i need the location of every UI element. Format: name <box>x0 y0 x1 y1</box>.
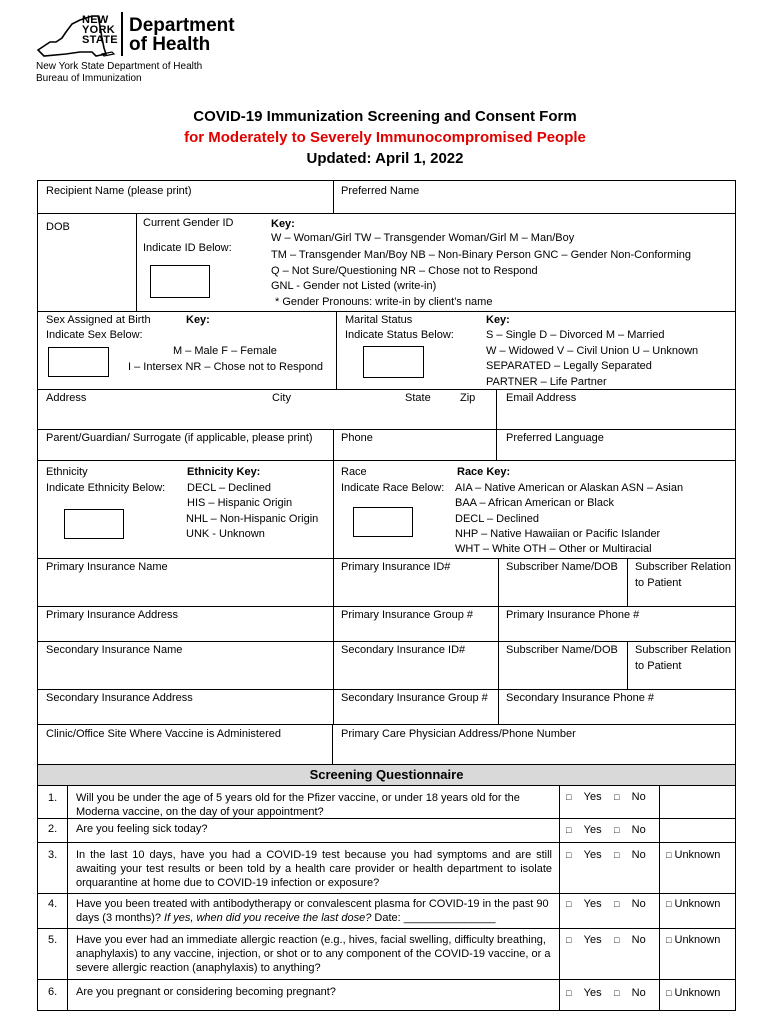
logo-state-line: STATE <box>82 34 118 46</box>
address-label: Address <box>46 392 87 404</box>
checkbox-icon[interactable]: □ <box>666 988 672 998</box>
indicate-id-label: Indicate ID Below: <box>143 242 232 254</box>
secondary-insurance-name-label: Secondary Insurance Name <box>46 644 183 656</box>
guardian-label: Parent/Guardian/ Surrogate (if applicable, please print) <box>46 432 313 444</box>
q5-unknown-option[interactable] <box>666 933 720 947</box>
checkbox-icon[interactable]: □ <box>666 899 672 909</box>
gender-key-line: Q – Not Sure/Questioning NR – Chose not to Respond <box>271 265 538 277</box>
q6-unknown-option[interactable] <box>666 986 720 1000</box>
q3-no-option[interactable] <box>614 848 646 862</box>
checkbox-icon[interactable]: □ <box>614 935 620 945</box>
preferred-language-label: Preferred Language <box>506 432 604 444</box>
gender-key-line: TM – Transgender Man/Boy NB – Non-Binary Person GNC – Gender Non-Conforming <box>271 249 692 261</box>
race-key-line: WHT – White OTH – Other or Multiracial <box>455 543 652 555</box>
ethnicity-label: Ethnicity <box>46 466 88 478</box>
race-key-line: NHP – Native Hawaiian or Pacific Islander <box>455 528 661 540</box>
marital-key-title: Key: <box>486 314 510 326</box>
pcp-label: Primary Care Physician Address/Phone Number <box>341 728 576 740</box>
subscriber-relation-label-1b: to Patient <box>635 577 682 589</box>
no-label: No <box>631 849 646 861</box>
race-key-line: AIA – Native American or Alaskan ASN – Asian <box>455 482 684 494</box>
primary-insurance-phone-label: Primary Insurance Phone # <box>506 609 640 621</box>
q1-no-option[interactable] <box>614 790 646 804</box>
indicate-race-label: Indicate Race Below: <box>341 482 445 494</box>
indicate-status-label: Indicate Status Below: <box>345 329 454 341</box>
race-input[interactable] <box>353 507 413 537</box>
unknown-label: Unknown <box>674 898 721 910</box>
gender-key-title: Key: <box>271 218 295 230</box>
question-text-main: Have you been treated with antibodytherapy or convalescent plasma for COVID-19 in the past 90 days (3 months)? <box>76 898 549 924</box>
checkbox-icon[interactable]: □ <box>614 850 620 860</box>
clinic-site-label: Clinic/Office Site Where Vaccine is Administered <box>46 728 281 740</box>
org-line-1: New York State Department of Health <box>36 61 203 72</box>
unknown-label: Unknown <box>674 987 721 999</box>
yes-label: Yes <box>583 898 602 910</box>
logo-dept-line: of Health <box>129 34 211 55</box>
phone-label: Phone <box>341 432 373 444</box>
q6-no-option[interactable] <box>614 986 646 1000</box>
indicate-sex-label: Indicate Sex Below: <box>46 329 143 341</box>
q1-yes-option[interactable] <box>566 790 602 804</box>
question-text: Are you pregnant or considering becoming pregnant? <box>76 986 336 998</box>
question-text-italic: If yes, when did you receive the last dose? <box>164 912 372 924</box>
subscriber-relation-label-2: Subscriber Relation <box>635 644 731 656</box>
primary-insurance-name-label: Primary Insurance Name <box>46 561 168 573</box>
recipient-name-field[interactable] <box>38 198 332 212</box>
preferred-name-field[interactable] <box>334 198 734 212</box>
ethnicity-key-line: UNK - Unknown <box>186 528 265 540</box>
q5-no-option[interactable] <box>614 933 646 947</box>
sex-key-line: M – Male F – Female <box>173 345 277 357</box>
no-label: No <box>631 898 646 910</box>
question-text: Have you ever had an immediate allergic reaction (e.g., hives, facial swelling, difficulty breathing, anaphylaxis) to any vaccine, injection, or shot or to any component of the COVID-19 vaccine, or a severe allergic reaction (anaphylaxis) to anything? <box>76 934 551 974</box>
gender-key-line: W – Woman/Girl TW – Transgender Woman/Girl M – Man/Boy <box>271 232 575 244</box>
q5-yes-option[interactable] <box>566 933 602 947</box>
q3-unknown-option[interactable] <box>666 848 720 862</box>
marital-key-line: SEPARATED – Legally Separated <box>486 360 652 372</box>
checkbox-icon[interactable]: □ <box>566 825 572 835</box>
checkbox-icon[interactable]: □ <box>666 850 672 860</box>
no-label: No <box>631 791 646 803</box>
race-label: Race <box>341 466 367 478</box>
ethnicity-key-line: NHL – Non-Hispanic Origin <box>186 513 319 525</box>
marital-key-line: S – Single D – Divorced M – Married <box>486 329 665 341</box>
race-key-line: DECL – Declined <box>455 513 539 525</box>
form-title: COVID-19 Immunization Screening and Consent Form <box>193 108 577 125</box>
logo-dept-line: Department <box>129 15 235 36</box>
q4-yes-option[interactable] <box>566 897 602 911</box>
question-number: 5. <box>48 934 58 946</box>
org-line-2: Bureau of Immunization <box>36 73 142 84</box>
dob-label: DOB <box>46 221 70 233</box>
checkbox-icon[interactable]: □ <box>614 899 620 909</box>
subscriber-dob-label-2: Subscriber Name/DOB <box>506 644 618 656</box>
q2-yes-option[interactable] <box>566 823 602 837</box>
gender-id-label: Current Gender ID <box>143 217 234 229</box>
sex-key-title: Key: <box>186 314 210 326</box>
form-updated-date: Updated: April 1, 2022 <box>306 150 464 167</box>
ethnicity-key-line: DECL – Declined <box>187 482 271 494</box>
logo-state-text <box>82 15 118 45</box>
gender-key-line: GNL - Gender not Listed (write-in) <box>271 280 437 292</box>
no-label: No <box>631 987 646 999</box>
gender-key-line: * Gender Pronouns: write-in by client’s name <box>275 296 493 308</box>
checkbox-icon[interactable]: □ <box>566 792 572 802</box>
checkbox-icon[interactable]: □ <box>566 935 572 945</box>
logo-divider <box>121 12 123 56</box>
race-key-line: BAA – African American or Black <box>455 497 614 509</box>
yes-label: Yes <box>583 824 602 836</box>
question-text-date: Date: _______________ <box>371 912 496 924</box>
marital-key-line: PARTNER – Life Partner <box>486 376 607 388</box>
secondary-insurance-address-label: Secondary Insurance Address <box>46 692 193 704</box>
checkbox-icon[interactable]: □ <box>566 988 572 998</box>
question-text: Will you be under the age of 5 years old for the Pfizer vaccine, or under 18 years old for the Moderna vaccine, on the day of your appointment? <box>76 792 520 818</box>
primary-insurance-group-label: Primary Insurance Group # <box>341 609 474 621</box>
q3-yes-option[interactable] <box>566 848 602 862</box>
email-label: Email Address <box>506 392 577 404</box>
q6-yes-option[interactable] <box>566 986 602 1000</box>
checkbox-icon[interactable]: □ <box>566 850 572 860</box>
checkbox-icon[interactable]: □ <box>614 988 620 998</box>
primary-insurance-address-label: Primary Insurance Address <box>46 609 179 621</box>
primary-insurance-id-label: Primary Insurance ID# <box>341 561 451 573</box>
logo-state-line: NEW <box>82 14 109 26</box>
recipient-name-label: Recipient Name (please print) <box>46 185 192 197</box>
ethnicity-input[interactable] <box>64 509 124 539</box>
nys-logo <box>36 12 235 60</box>
q2-no-option[interactable] <box>614 823 646 837</box>
checkbox-icon[interactable]: □ <box>614 792 620 802</box>
checkbox-icon[interactable]: □ <box>566 899 572 909</box>
unknown-label: Unknown <box>674 934 721 946</box>
checkbox-icon[interactable]: □ <box>666 935 672 945</box>
secondary-insurance-id-label: Secondary Insurance ID# <box>341 644 466 656</box>
question-number: 2. <box>48 823 58 835</box>
question-number: 3. <box>48 849 58 861</box>
checkbox-icon[interactable]: □ <box>614 825 620 835</box>
question-text: Are you feeling sick today? <box>76 823 208 835</box>
yes-label: Yes <box>583 987 602 999</box>
dob-field[interactable] <box>38 236 134 310</box>
gender-id-input[interactable] <box>150 265 210 298</box>
no-label: No <box>631 824 646 836</box>
yes-label: Yes <box>583 934 602 946</box>
subscriber-dob-label-1: Subscriber Name/DOB <box>506 561 618 573</box>
subscriber-relation-label-1: Subscriber Relation <box>635 561 731 573</box>
unknown-label: Unknown <box>674 849 721 861</box>
subscriber-relation-label-2b: to Patient <box>635 660 682 672</box>
zip-label: Zip <box>460 392 476 404</box>
sex-input[interactable] <box>48 347 109 377</box>
q4-no-option[interactable] <box>614 897 646 911</box>
sex-key-line: I – Intersex NR – Chose not to Respond <box>128 361 324 373</box>
secondary-insurance-group-label: Secondary Insurance Group # <box>341 692 488 704</box>
ethnicity-key-line: HIS – Hispanic Origin <box>187 497 293 509</box>
sex-assigned-label: Sex Assigned at Birth <box>46 314 151 326</box>
q4-unknown-option[interactable] <box>666 897 720 911</box>
question-text: In the last 10 days, have you had a COVID-19 test because you had symptoms and are still awaiting your test results or been told by a health care provider or health department to isolate orquarantine at home due to COVID-19 infection or exposure? <box>76 849 552 889</box>
logo-dept-text <box>129 16 235 54</box>
yes-label: Yes <box>583 791 602 803</box>
logo-state-line: YORK <box>82 24 115 36</box>
marital-status-label: Marital Status <box>345 314 413 326</box>
indicate-ethnicity-label: Indicate Ethnicity Below: <box>46 482 166 494</box>
race-key-title: Race Key: <box>457 466 511 478</box>
city-label: City <box>272 392 291 404</box>
marital-key-line: W – Widowed V – Civil Union U – Unknown <box>486 345 699 357</box>
preferred-name-label: Preferred Name <box>341 185 420 197</box>
marital-status-input[interactable] <box>363 346 424 378</box>
yes-label: Yes <box>583 849 602 861</box>
state-label: State <box>405 392 431 404</box>
screening-heading: Screening Questionnaire <box>309 767 464 782</box>
question-text <box>76 897 556 925</box>
secondary-insurance-phone-label: Secondary Insurance Phone # <box>506 692 654 704</box>
question-number: 4. <box>48 898 58 910</box>
question-number: 1. <box>48 792 58 804</box>
no-label: No <box>631 934 646 946</box>
form-subtitle: for Moderately to Severely Immunocompromised People <box>184 129 586 146</box>
question-number: 6. <box>48 986 58 998</box>
ethnicity-key-title: Ethnicity Key: <box>187 466 261 478</box>
